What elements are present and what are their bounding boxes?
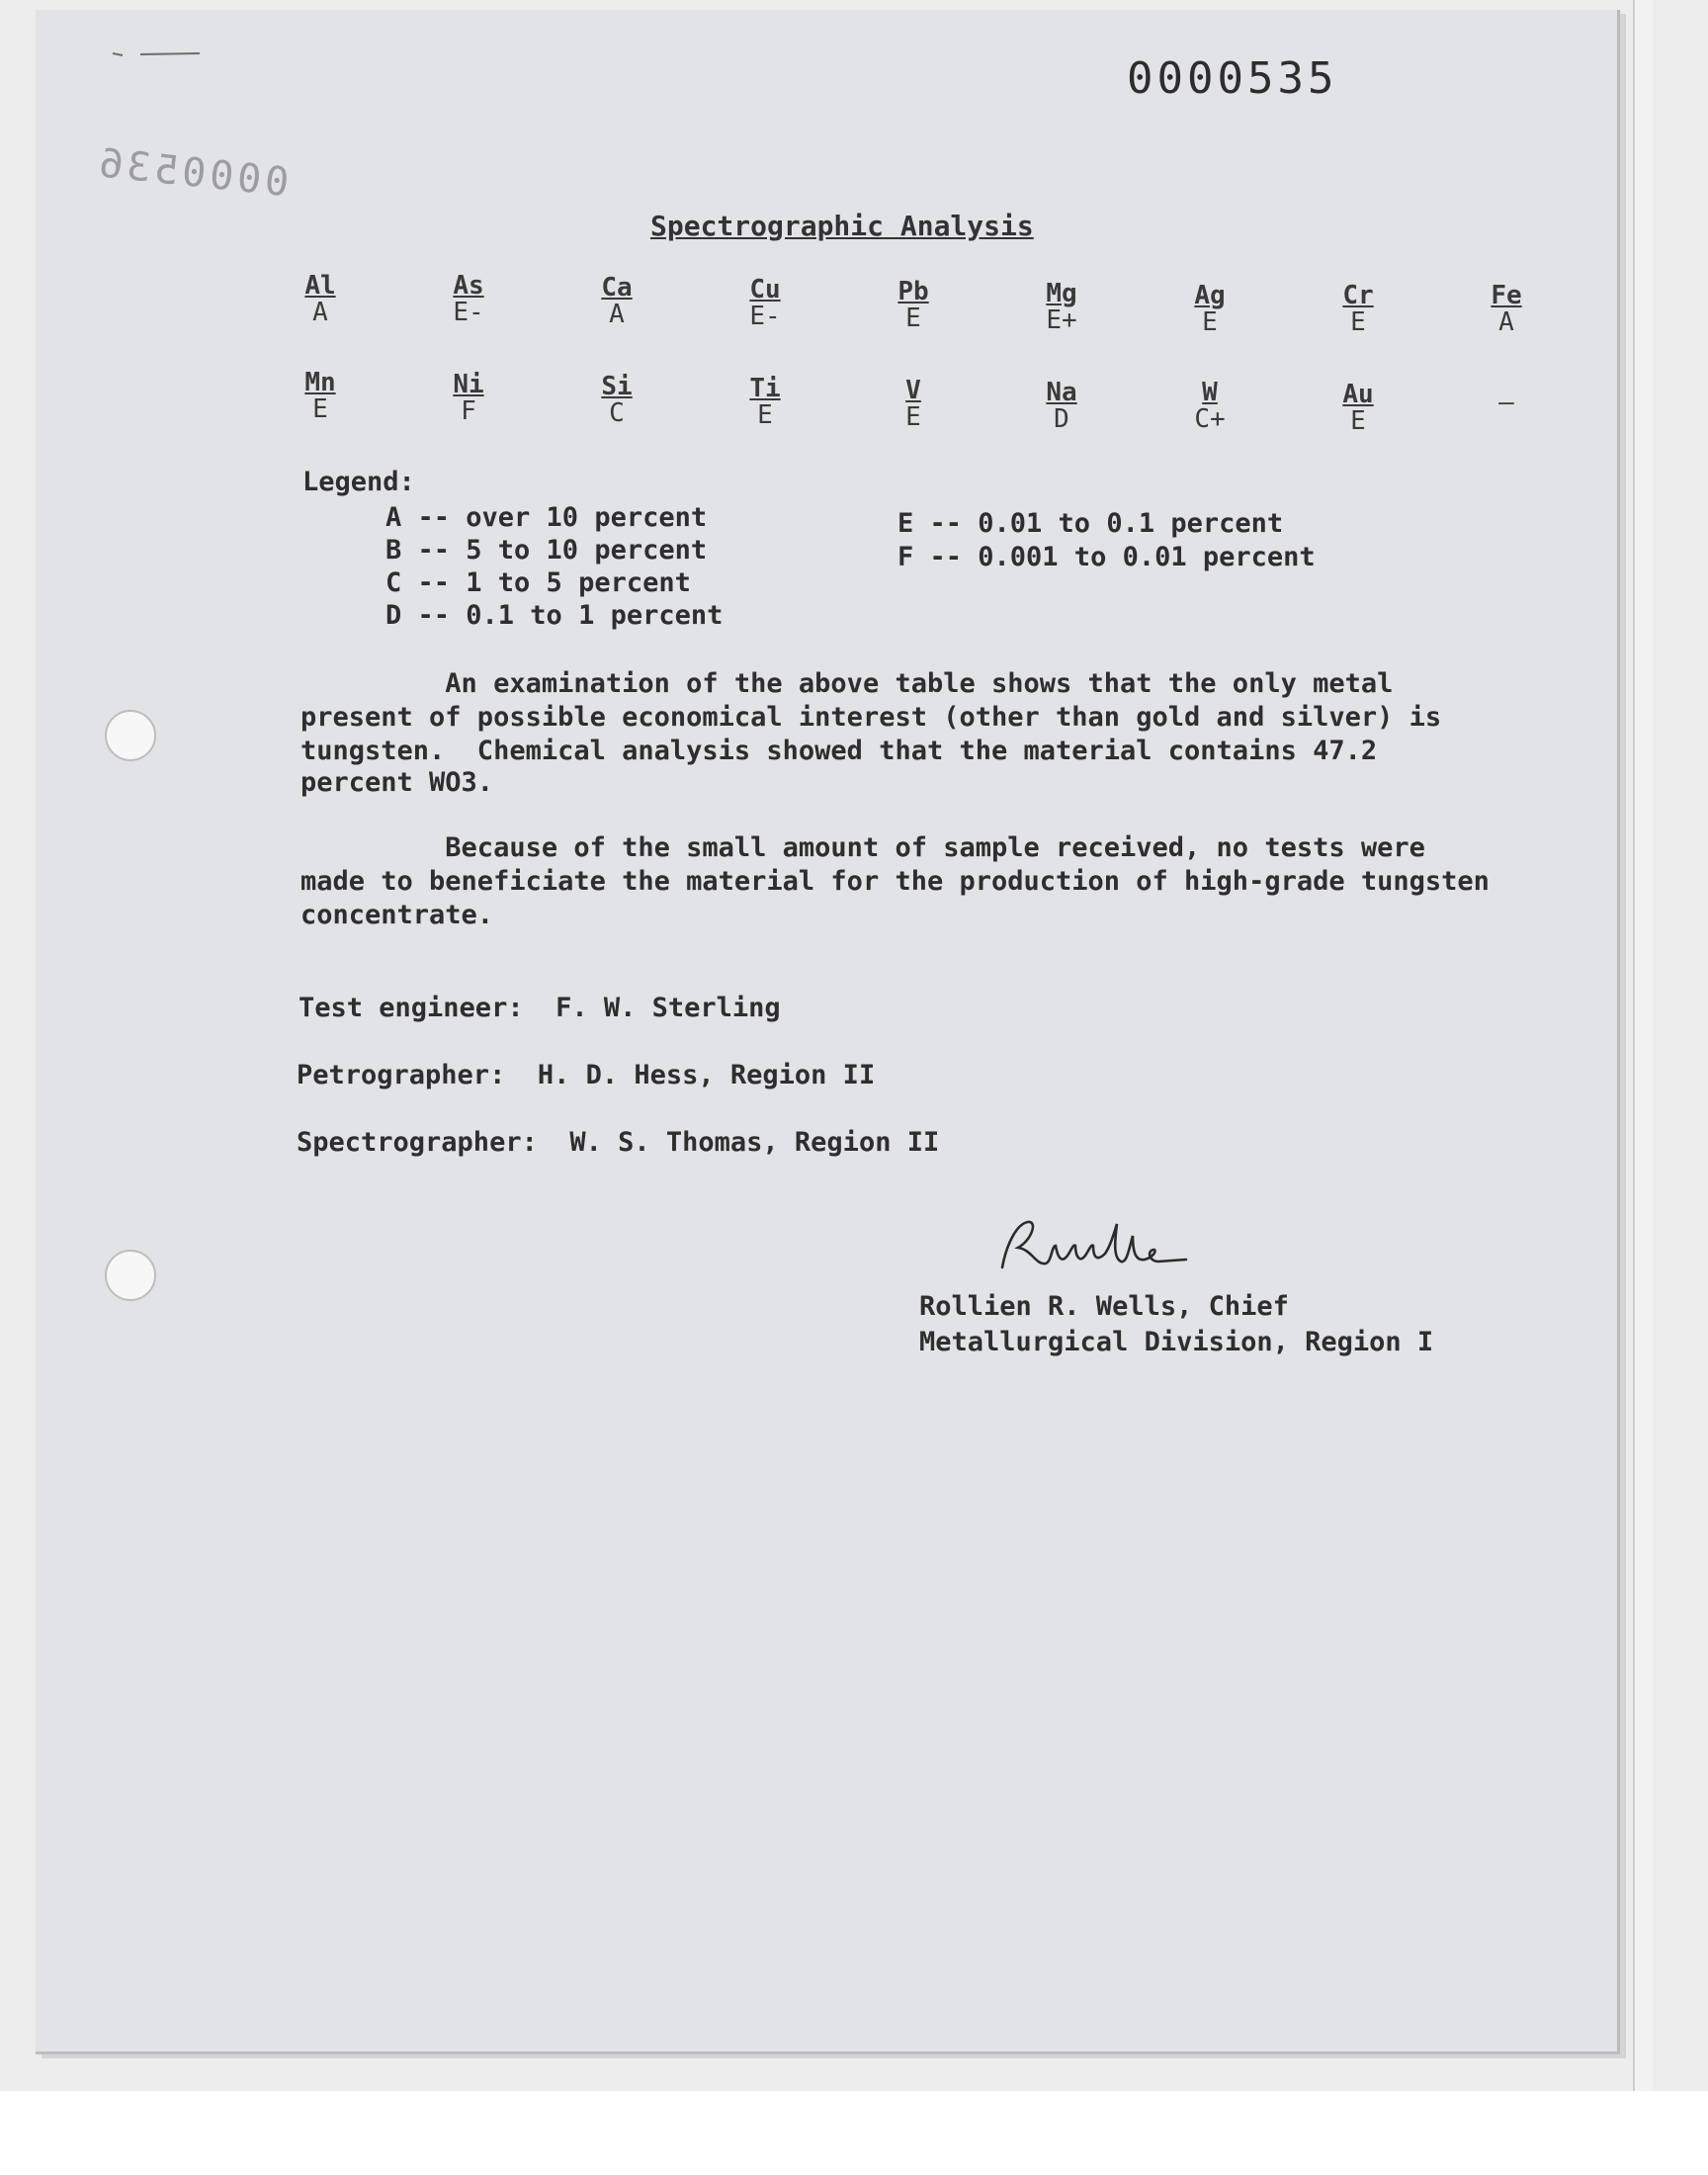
element-mg: Mg E+ [1046,279,1077,336]
handwritten-signature [988,1206,1196,1285]
underlying-page-edge [1633,0,1653,2091]
paragraph-1-line-4: percent WO3. [300,767,494,798]
element-na: Na D [1046,378,1077,435]
spectrographer: Spectrographer: W. S. Thomas, Region II [297,1127,940,1158]
legend-heading: Legend: [302,467,415,497]
element-as: As E- [453,271,484,328]
element-al: Al A [304,271,336,328]
element-fe: Fe A [1491,281,1522,338]
signatory-division: Metallurgical Division, Region I [919,1327,1434,1357]
paragraph-1-line-3: tungsten. Chemical analysis showed that the material contains 47.2 [300,736,1378,766]
legend-item-f: F -- 0.001 to 0.01 percent [897,542,1316,572]
element-mn: Mn E [304,368,336,425]
document-number-stamp: 0000535 [1127,53,1338,104]
element-pb: Pb E [897,277,929,334]
legend-item-a: A -- over 10 percent [385,502,708,533]
paragraph-2-line-1: Because of the small amount of sample received, no tests were [300,832,1425,863]
legend-item-e: E -- 0.01 to 0.1 percent [897,508,1284,539]
binder-hole-lower [105,1250,156,1301]
petrographer: Petrographer: H. D. Hess, Region II [297,1060,876,1090]
legend-item-d: D -- 0.1 to 1 percent [385,600,724,631]
element-blank: — [1498,388,1514,417]
legend-item-c: C -- 1 to 5 percent [385,567,691,598]
paragraph-1-line-1: An examination of the above table shows that the only metal [300,668,1394,699]
pencil-mark [111,49,210,59]
element-v: V E [905,376,921,433]
element-w: W C+ [1194,378,1226,435]
element-cu: Cu E- [749,275,781,332]
element-au: Au E [1342,380,1374,437]
paragraph-2-line-3: concentrate. [300,900,494,930]
element-ti: Ti E [749,374,781,431]
paragraph-2-line-2: made to beneficiate the material for the production of high-grade tungsten [300,866,1490,897]
element-ca: Ca A [601,273,633,330]
test-engineer: Test engineer: F. W. Sterling [299,993,781,1023]
signatory-name: Rollien R. Wells, Chief [919,1291,1289,1322]
legend-item-b: B -- 5 to 10 percent [385,535,708,566]
paragraph-1-line-2: present of possible economical interest (other than gold and silver) is [300,702,1442,733]
element-si: Si C [601,372,633,429]
binder-hole-upper [105,710,156,761]
element-ni: Ni F [453,370,484,427]
bleed-through-number: 0000536 [93,139,292,207]
element-ag: Ag E [1194,281,1226,338]
element-cr: Cr E [1342,281,1374,338]
page-title: Spectrographic Analysis [650,210,1034,242]
